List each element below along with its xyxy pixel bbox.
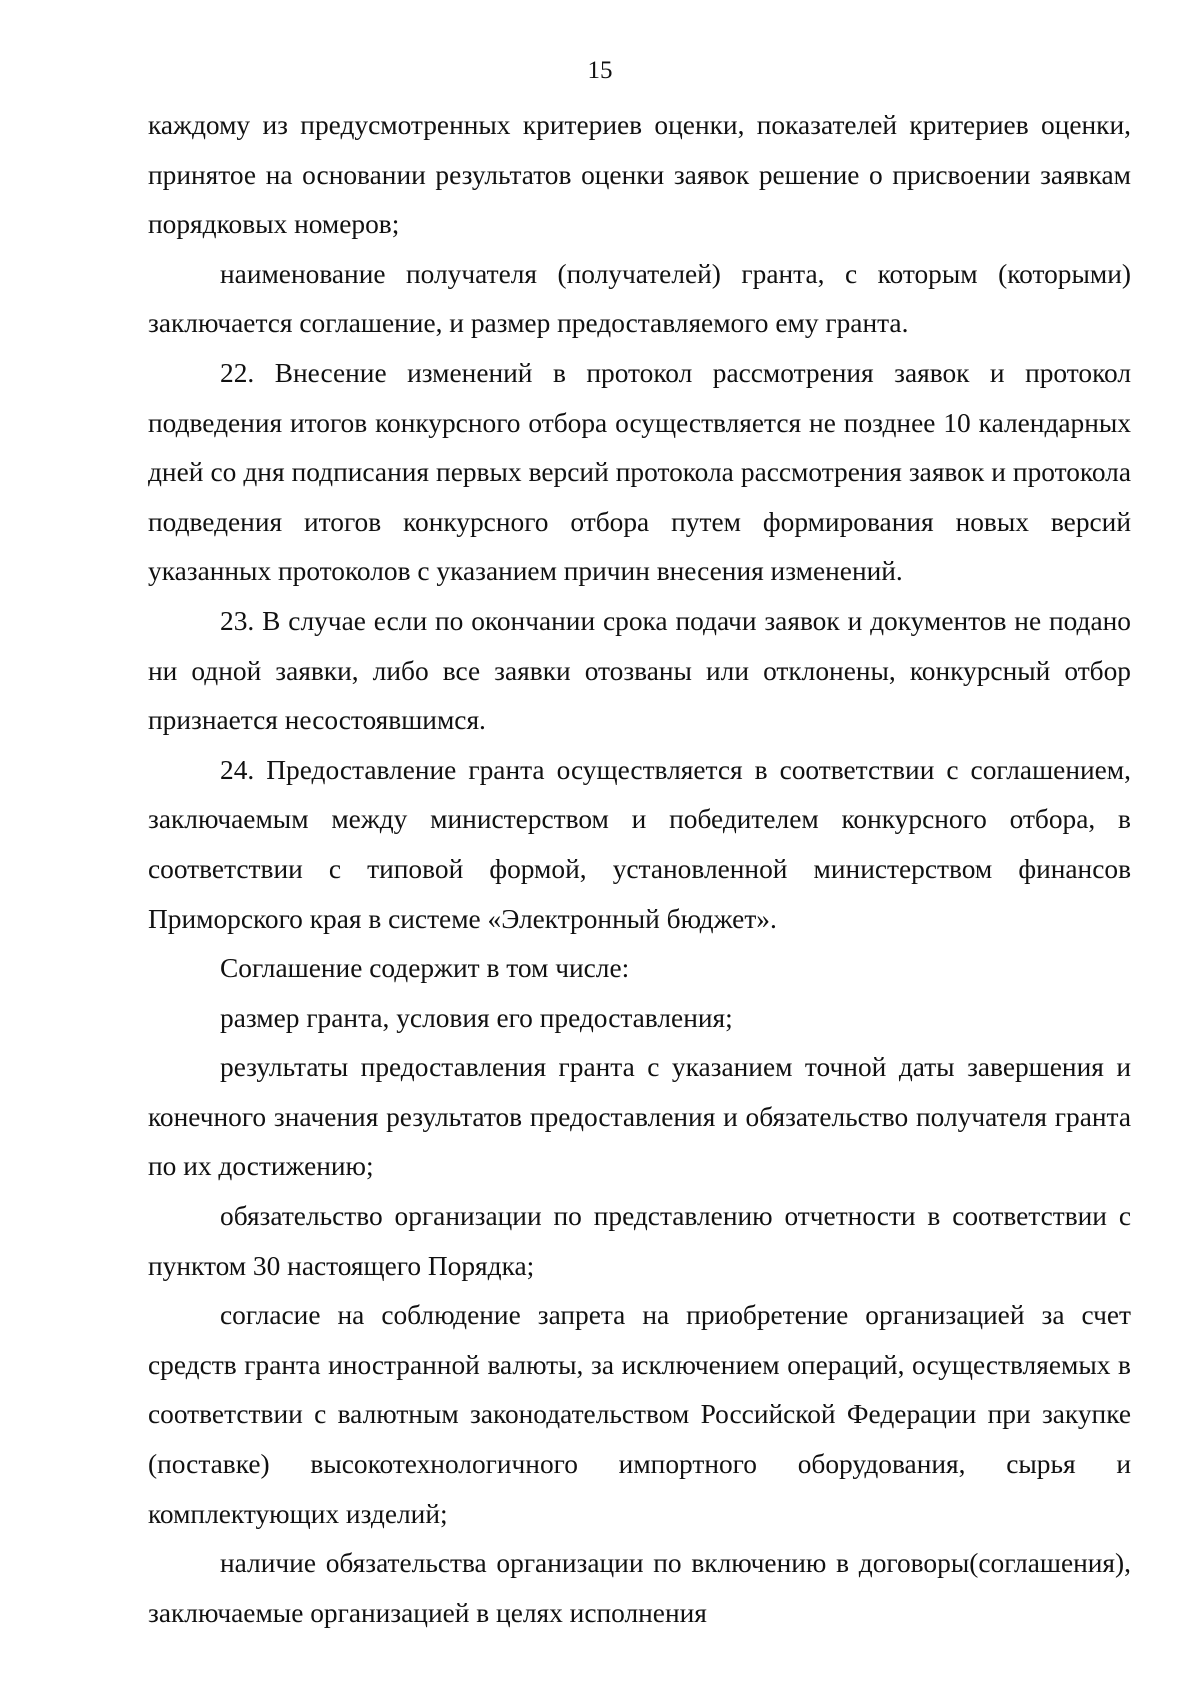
paragraph-clause-24: 24. Предоставление гранта осуществляется в соответствии с соглашением, заключаемым между министерством и победителем конкурсного отбора, в соответствии с типовой формой, установленной министерством финансов Приморского края в системе «Электронный бюджет». [148,754,1131,934]
paragraph-clause-22: 22. Внесение изменений в протокол рассмотрения заявок и протокол подведения итогов конкурсного отбора осуществляется не позднее 10 календарных дней со дня подписания первых версий протокола рассмотрения заявок и протокола подведения итогов конкурсного отбора путем формирования новых версий указанных протоколов с указанием причин внесения изменений. [148,357,1131,587]
document-body [148,101,1131,1638]
paragraph-agreement-contains: Соглашение содержит в том числе: [220,953,630,984]
paragraph-recipient-name: наименование получателя (получателей) гранта, с которым (которыми) заключается соглашение, и размер предоставляемого ему гранта. [148,258,1131,339]
page-number: 15 [587,57,613,84]
paragraph-clause-23: 23. В случае если по окончании срока подачи заявок и документов не подано ни одной заявки, либо все заявки отозваны или отклонены, конкурсный отбор признается несостоявшимся. [148,605,1131,736]
list-item-grant-size: размер гранта, условия его предоставления; [220,1002,733,1033]
list-item-contract-obligation: наличие обязательства организации по включению в договоры(соглашения), заключаемые организацией в целях исполнения [148,1548,1131,1628]
list-item-reporting-obligation: обязательство организации по представлению отчетности в соответствии с пунктом 30 настоящего Порядка; [148,1201,1131,1281]
paragraph-criteria-continuation: каждому из предусмотренных критериев оценки, показателей критериев оценки, принятое на основании результатов оценки заявок решение о присвоении заявкам порядковых номеров; [148,110,1131,240]
list-item-currency-prohibition: согласие на соблюдение запрета на приобретение организацией за счет средств гранта иностранной валюты, за исключением операций, осуществляемых в соответствии с валютным законодательством Российской Федерации при закупке (поставке) высокотехнологичного импортного оборудования, сырья и комплектующих изделий; [148,1300,1131,1529]
list-item-grant-results: результаты предоставления гранта с указанием точной даты завершения и конечного значения результатов предоставления и обязательство получателя гранта по их достижению; [148,1052,1131,1182]
